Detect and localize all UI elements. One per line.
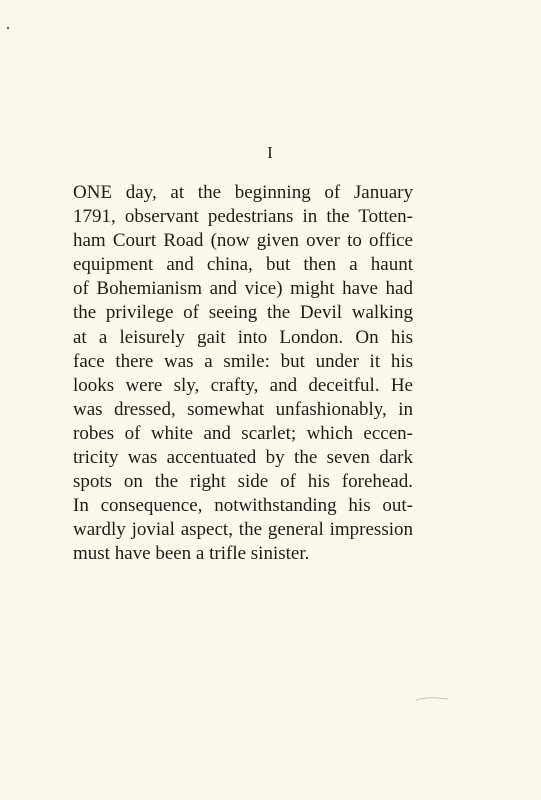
text-line-16: must have been a trifle sinister. (73, 543, 310, 565)
body-text (73, 181, 413, 567)
text-line-4: equipment and china, but then a haunt (73, 254, 413, 276)
text-line-7: at a leisurely gait into London. On his (73, 326, 413, 348)
text-line-6: the privilege of seeing the Devil walking (73, 302, 413, 324)
text-line-5: of Bohemianism and vice) might have had (73, 278, 413, 300)
text-line-13: spots on the right side of his forehead. (73, 471, 413, 493)
chapter-number: I (267, 143, 274, 162)
text-line-1: ONE day, at the beginning of January (73, 182, 413, 203)
text-line-3: ham Court Road (now given over to office (73, 230, 413, 252)
text-line-10: was dressed, somewhat unfashionably, in (73, 398, 413, 420)
text-line-15: wardly jovial aspect, the general impression (73, 519, 413, 541)
text-line-14: In consequence, notwithstanding his out- (73, 495, 413, 517)
text-line-8: face there was a smile: but under it his (73, 350, 413, 372)
text-line-9: looks were sly, crafty, and deceitful. He (73, 374, 413, 396)
text-line-11: robes of white and scarlet; which eccen- (73, 422, 413, 444)
text-line-12: tricity was accentuated by the seven dark (73, 447, 413, 469)
text-line-2: 1791, observant pedestrians in the Totten- (73, 206, 413, 228)
